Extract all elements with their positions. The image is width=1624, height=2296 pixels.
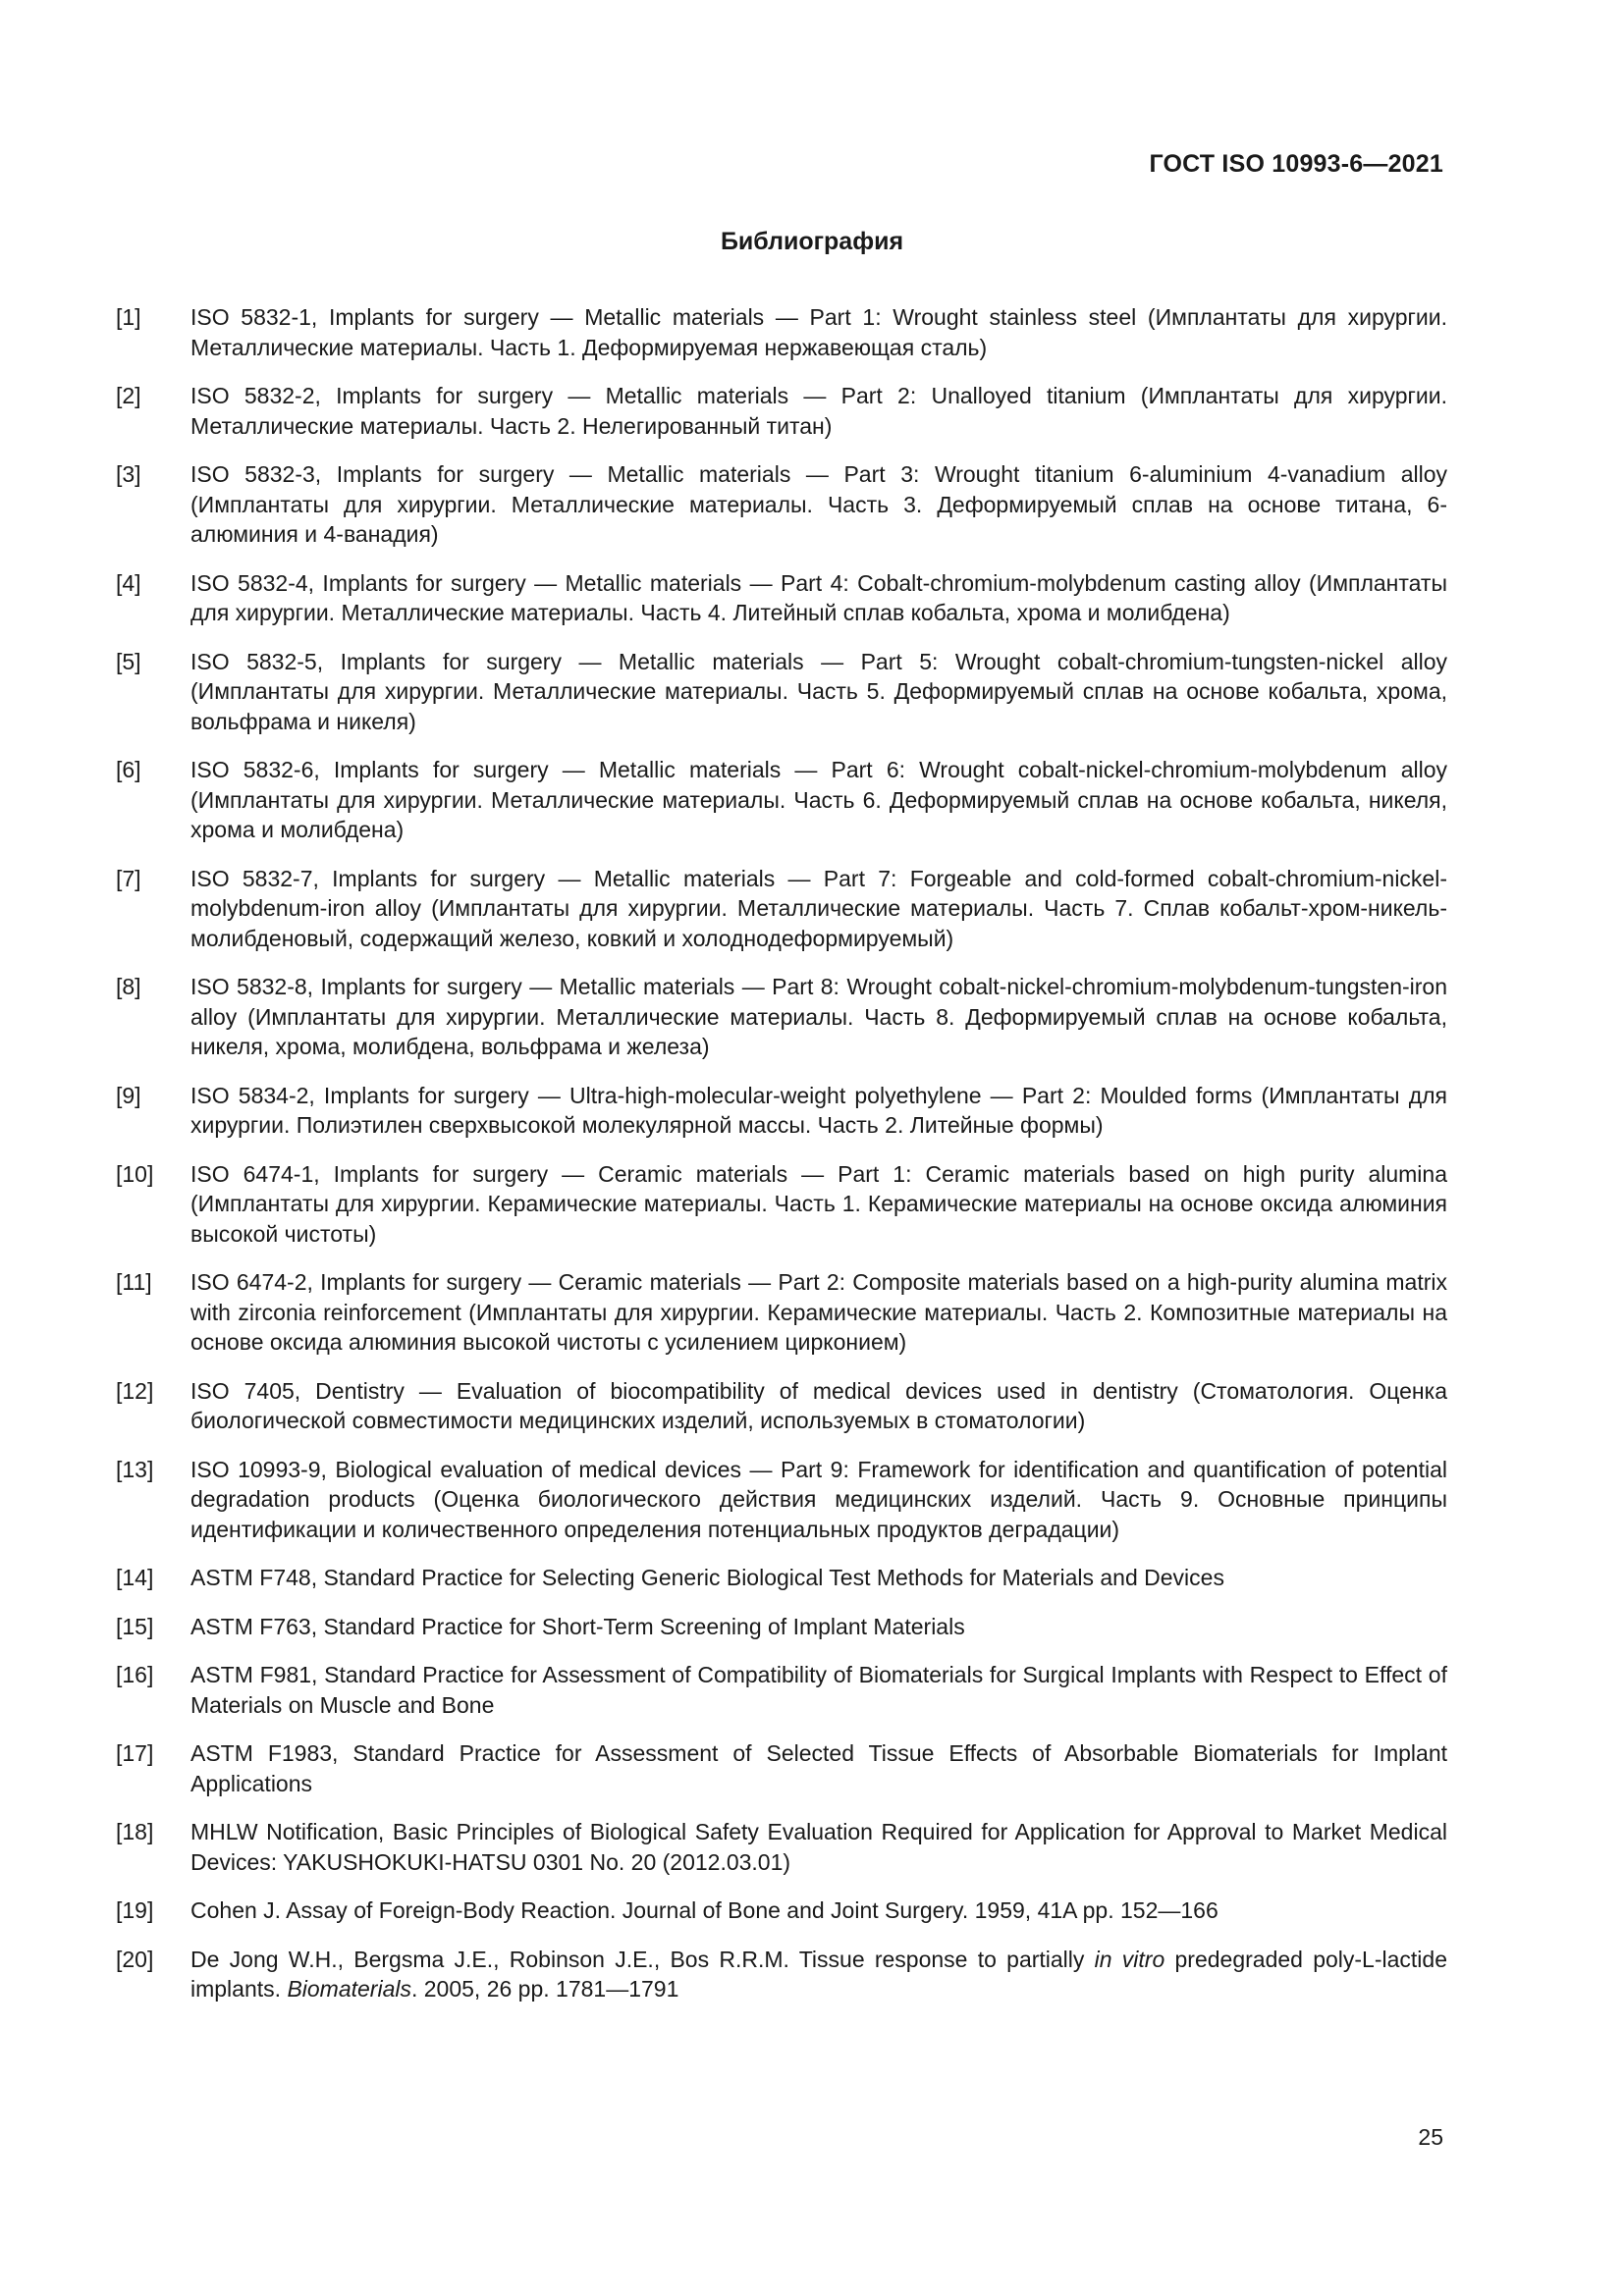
entry-number: [18] [116, 1819, 154, 1844]
entry-number: [3] [116, 461, 141, 487]
entry-text: ISO 5832-8, Implants for surgery — Metallic materials — Part 8: Wrought cobalt-nickel-chromium-molybdenum-tungsten-iron alloy (Имплантаты для хирургии. Металлические материалы. Часть 8. Деформируемый сплав на основе кобальта, никеля, хрома, молибдена, вольфрама и железа) [190, 974, 1447, 1059]
entry-number: [11] [116, 1269, 152, 1295]
entry-number: [15] [116, 1613, 154, 1639]
bibliography-entry [116, 972, 1447, 1062]
entry-number: [9] [116, 1082, 141, 1108]
entry-number: [5] [116, 648, 141, 674]
bibliography-entry [116, 1817, 1447, 1877]
entry-text: ASTM F1983, Standard Practice for Assessment of Selected Tissue Effects of Absorbable Biomaterials for Implant Applications [190, 1740, 1447, 1796]
entry-text-italic: Biomaterials [287, 1976, 411, 2002]
entry-number: [12] [116, 1377, 154, 1404]
entry-number: [20] [116, 1946, 154, 1972]
entry-text: ISO 5832-1, Implants for surgery — Metallic materials — Part 1: Wrought stainless steel (Имплантаты для хирургии. Металлические материалы. Часть 1. Деформируемая нержавеющая сталь) [190, 304, 1447, 360]
bibliography-entry [116, 1563, 1447, 1593]
bibliography-entry [116, 864, 1447, 954]
entry-text: ISO 6474-1, Implants for surgery — Ceramic materials — Part 1: Ceramic materials based on high purity alumina (Имплантаты для хирургии. Керамические материалы. Часть 1. Керамические материалы на основе оксида алюминия высокой чистоты) [190, 1160, 1447, 1247]
entry-text-part: De Jong W.H., Bergsma J.E., Robinson J.E., Bos R.R.M. Tissue response to partially [190, 1946, 1095, 1972]
entry-number: [4] [116, 569, 141, 596]
bibliography-entry [116, 1660, 1447, 1720]
entry-number: [10] [116, 1160, 154, 1187]
entry-number: [6] [116, 757, 141, 782]
entry-text-italic: in vitro [1094, 1946, 1165, 1972]
bibliography-entry [116, 302, 1447, 362]
bibliography-entry [116, 1081, 1447, 1141]
entry-text: ISO 5832-7, Implants for surgery — Metallic materials — Part 7: Forgeable and cold-formed cobalt-chromium-nickel-molybdenum-iron alloy (Имплантаты для хирургии. Металлические материалы. Часть 7. Сплав кобальт-хром-никель-молибденовый, содержащий железо, ковкий и холоднодеформируемый) [190, 865, 1447, 951]
bibliography-entry [116, 647, 1447, 737]
bibliography-entry [116, 1612, 1447, 1642]
bibliography-entry [116, 1945, 1447, 2004]
entry-text: MHLW Notification, Basic Principles of Biological Safety Evaluation Required for Application for Approval to Market Medical Devices: YAKUSHOKUKI-HATSU 0301 No. 20 (2012.03.01) [190, 1819, 1447, 1875]
bibliography-entry [116, 1267, 1447, 1358]
entry-text: ISO 7405, Dentistry — Evaluation of biocompatibility of medical devices used in dentistry (Стоматология. Оценка биологической совместимости медицинских изделий, используемых в стоматологии) [190, 1377, 1447, 1433]
page-number: 25 [1418, 2124, 1443, 2150]
entry-text: ISO 10993-9, Biological evaluation of medical devices — Part 9: Framework for identification and quantification of potential degradation products (Оценка биологического действия медицинских изделий. Часть 9. Основные принципы идентификации и количественного определения потенциальных продуктов деградации) [190, 1456, 1447, 1542]
entry-number: [16] [116, 1662, 154, 1687]
entry-number: [14] [116, 1565, 154, 1590]
entry-text: ASTM F763, Standard Practice for Short-Term Screening of Implant Materials [190, 1613, 965, 1639]
entry-text: ISO 5832-2, Implants for surgery — Metallic materials — Part 2: Unalloyed titanium (Имплантаты для хирургии. Металлические материалы. Часть 2. Нелегированный титан) [190, 383, 1447, 439]
document-header: ГОСТ ISO 10993-6—2021 [1149, 150, 1443, 178]
entry-number: [13] [116, 1456, 154, 1482]
entry-number: [8] [116, 974, 141, 999]
entry-number: [7] [116, 865, 141, 891]
entry-text: ASTM F748, Standard Practice for Selecting Generic Biological Test Methods for Materials and Devices [190, 1565, 1224, 1590]
bibliography-entry [116, 755, 1447, 845]
entry-number: [2] [116, 383, 141, 408]
bibliography-list [116, 302, 1447, 2023]
bibliography-entry [116, 1455, 1447, 1545]
entry-number: [17] [116, 1740, 154, 1766]
bibliography-entry [116, 1738, 1447, 1798]
entry-text: ISO 5834-2, Implants for surgery — Ultra-high-molecular-weight polyethylene — Part 2: Moulded forms (Имплантаты для хирургии. Полиэтилен сверхвысокой молекулярной массы. Часть 2. Литейные формы) [190, 1082, 1447, 1138]
entry-text: Cohen J. Assay of Foreign-Body Reaction. Journal of Bone and Joint Surgery. 1959, 41A pp. 152—166 [190, 1897, 1218, 1923]
entry-text: ISO 5832-6, Implants for surgery — Metallic materials — Part 6: Wrought cobalt-nickel-chromium-molybdenum alloy (Имплантаты для хирургии. Металлические материалы. Часть 6. Деформируемый сплав на основе кобальта, никеля, хрома и молибдена) [190, 757, 1447, 842]
entry-number: [1] [116, 304, 141, 330]
entry-text-part: predegraded poly-L-lactide implants. [190, 1946, 1447, 2002]
entry-number: [19] [116, 1897, 154, 1923]
entry-text: ISO 5832-3, Implants for surgery — Metallic materials — Part 3: Wrought titanium 6-aluminium 4-vanadium alloy (Имплантаты для хирургии. Металлические материалы. Часть 3. Деформируемый сплав на основе титана, 6-алюминия и 4-ванадия) [190, 461, 1447, 547]
bibliography-entry [116, 568, 1447, 628]
bibliography-entry [116, 459, 1447, 550]
entry-text [190, 1945, 1447, 2004]
bibliography-entry [116, 381, 1447, 441]
entry-text-part: . 2005, 26 pp. 1781—1791 [410, 1976, 679, 2002]
bibliography-entry [116, 1376, 1447, 1436]
entry-text: ISO 5832-4, Implants for surgery — Metallic materials — Part 4: Cobalt-chromium-molybdenum casting alloy (Имплантаты для хирургии. Металлические материалы. Часть 4. Литейный сплав кобальта, хрома и молибдена) [190, 569, 1447, 625]
entry-text: ISO 6474-2, Implants for surgery — Ceramic materials — Part 2: Composite materials based on a high-purity alumina matrix with zirconia reinforcement (Имплантаты для хирургии. Керамические материалы. Часть 2. Композитные материалы на основе оксида алюминия высокой чистоты с усилением цирконием) [190, 1269, 1447, 1355]
entry-text: ISO 5832-5, Implants for surgery — Metallic materials — Part 5: Wrought cobalt-chromium-tungsten-nickel alloy (Имплантаты для хирургии. Металлические материалы. Часть 5. Деформируемый сплав на основе кобальта, хрома, вольфрама и никеля) [190, 648, 1447, 734]
bibliography-entry [116, 1896, 1447, 1926]
page-title: Библиография [720, 228, 904, 255]
entry-text: ASTM F981, Standard Practice for Assessment of Compatibility of Biomaterials for Surgical Implants with Respect to Effect of Materials on Muscle and Bone [190, 1662, 1447, 1718]
bibliography-entry [116, 1159, 1447, 1250]
